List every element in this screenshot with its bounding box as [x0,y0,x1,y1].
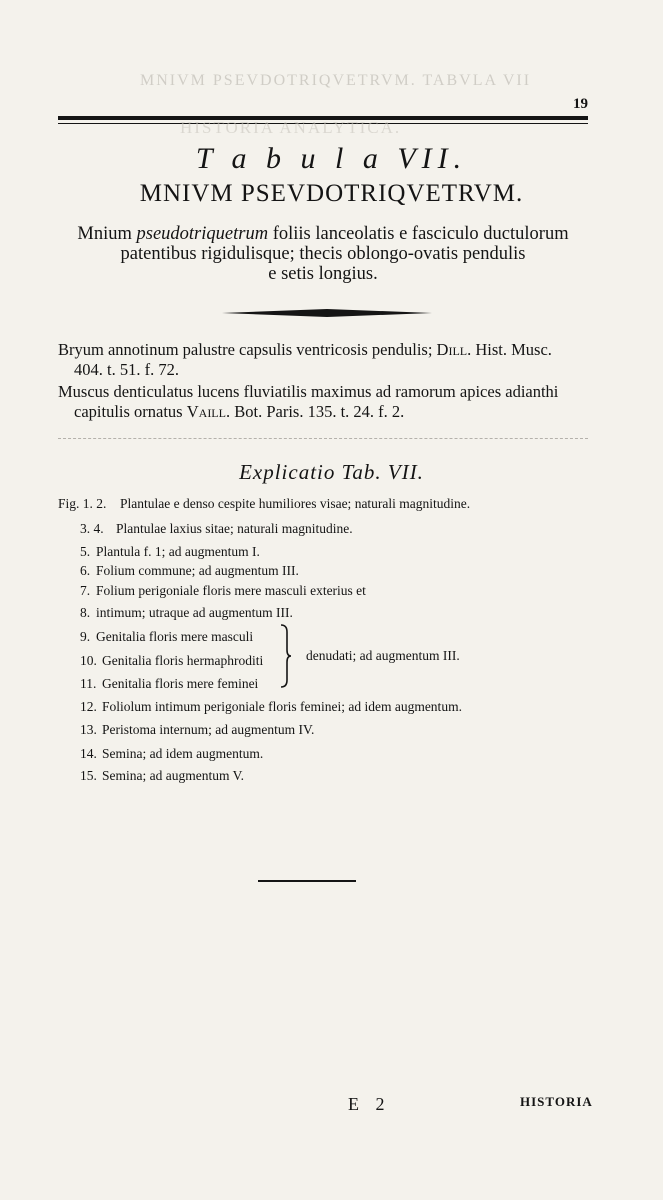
author-abbrev: Dill. [436,340,472,359]
diagnosis-line-1: Mnium pseudotriquetrum foliis lanceolatis e fasciculo ductulorum [77,224,569,244]
genus-title: MNIVM PSEVDOTRIQVETRVM. [139,180,524,207]
plate-title: T a b u l a VII. [195,142,468,175]
diagnosis-line-2: patentibus rigidulisque; thecis oblongo-ovatis pendulis [120,244,526,264]
diagnosis-line-3: e setis longius. [268,264,378,284]
synonym-dillenius: Bryum annotinum palustre capsulis ventricosis pendulis; Dill. Hist. Musc. 404. t. 51. f. 72. [58,340,552,379]
bleed-through-running-head: MNIVM PSEVDOTRIQVETRVM. TABVLA VII [140,72,532,89]
synonymy-block [58,340,598,424]
closing-rule [258,880,356,882]
page-number: 19 [573,96,588,112]
species-epithet: pseudotriquetrum [136,224,269,244]
species-diagnosis [58,224,588,284]
signature-mark: E 2 [348,1094,391,1114]
brace-label: denudati; ad augmentum III. [306,648,460,663]
curly-brace-icon [279,624,291,688]
author-abbrev: Vaill. [186,402,231,421]
catchword: HISTORIA [520,1094,593,1109]
ornamental-rule [222,308,432,318]
section-divider [58,438,588,439]
synonym-vaillant: Muscus denticulatus lucens fluviatilis maximus ad ramorum apices adianthi capitulis ornatus Vaill. Bot. Paris. 135. t. 24. f. 2. [58,382,559,421]
explicatio-heading: Explicatio Tab. VII. [239,460,424,484]
bleed-through-section-title: HISTORIA ANALYTICA. [180,118,402,137]
book-page: MNIVM PSEVDOTRIQVETRVM. TABVLA VII 19 HISTORIA ANALYTICA. T a b u l a VII. MNIVM PSEVDOTRIQVETRVM. Mnium pseudotriquetrum foliis lanceolatis e fasciculo ductulorum patentibus rigidulisque; thecis oblongo-ovatis pendulis e setis longius. Bryum annotinum palustre capsulis ventricosis pendulis; Dill. Hist. Musc. 404. t. 51. f. 72. Muscus denticulatus lucens fluviatilis maximus ad ramorum apices adianthi capitulis ornatus Vaill. Bot. Paris. 135. t. 24. f. 2. Explicatio Tab. VII. Fig. 1. 2. Plantulae e denso cespite humiliores visae; naturali magnitudine. 3. 4. Plantulae laxius sitae; naturali magnitudine. 5. Plantula f. 1; ad augmentum I. 6. Folium commune; ad augmentum III. 7. Folium perigoniale floris mere masculi exterius et 8. intimum; utraque ad augmentum III. 9. Genitalia floris mere masculi 10. Genitalia floris hermaphroditi 11. Genitalia floris mere feminei denudati; ad augmentum III. 12. Foliolum intimum perigoniale floris feminei; ad idem augmentum. 13. Peristoma internum; ad augmentum IV. 14. Semina; ad idem augmentum. 15. Semina; ad augmentum V. E 2 HISTORIA [0,0,663,1200]
